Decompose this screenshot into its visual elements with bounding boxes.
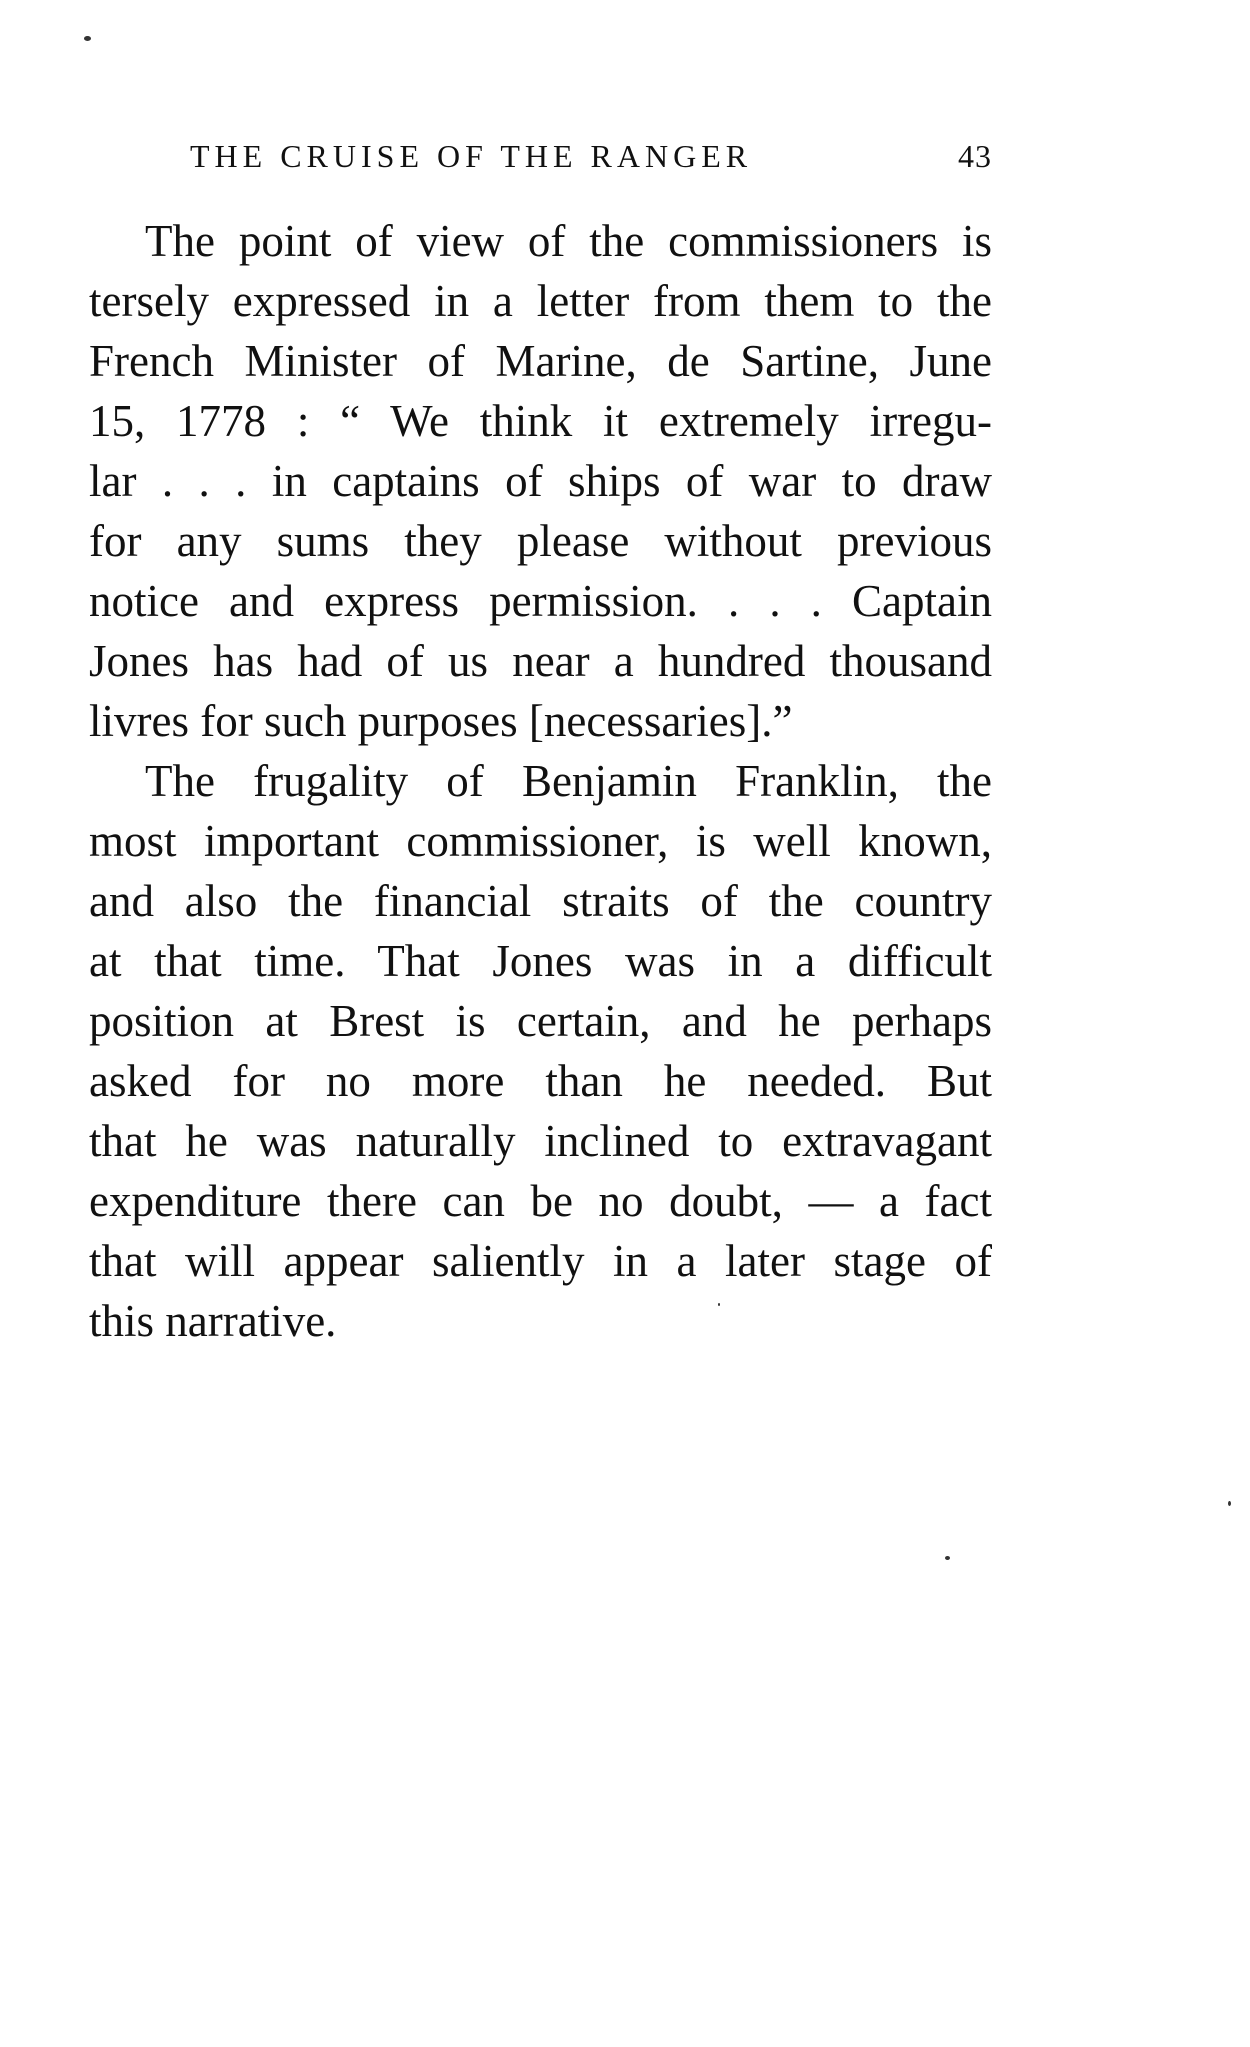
text-line: notice and express permission. . . . Captain — [89, 576, 992, 626]
text-line: asked for no more than he needed. But — [89, 1056, 992, 1106]
text-line: 15, 1778 : “ We think it extremely irregu- — [89, 396, 992, 446]
text-line: The point of view of the commissioners is — [145, 216, 992, 266]
text-line: tersely expressed in a letter from them to the — [89, 276, 992, 326]
scan-speck — [945, 1556, 950, 1560]
scan-speck — [84, 36, 91, 41]
scan-speck — [718, 1303, 720, 1306]
page-number: 43 — [958, 138, 992, 174]
text-line: expenditure there can be no doubt, — a fact — [89, 1176, 992, 1226]
text-line: lar . . . in captains of ships of war to draw — [89, 456, 992, 506]
text-line: at that time. That Jones was in a difficult — [89, 936, 992, 986]
text-line: The frugality of Benjamin Franklin, the — [145, 756, 992, 806]
text-line: position at Brest is certain, and he perhaps — [89, 996, 992, 1046]
text-line: for any sums they please without previous — [89, 516, 992, 566]
text-line: that he was naturally inclined to extravagant — [89, 1116, 992, 1166]
paragraph — [89, 211, 992, 751]
body-text — [89, 211, 992, 1351]
text-line: Jones has had of us near a hundred thousand — [89, 636, 992, 686]
text-line: this narrative. — [89, 1296, 337, 1346]
text-line: livres for such purposes [necessaries].” — [89, 696, 793, 746]
text-line: French Minister of Marine, de Sartine, June — [89, 336, 992, 386]
text-line: most important commissioner, is well known, — [89, 816, 992, 866]
scan-speck — [1228, 1501, 1231, 1506]
running-title: THE CRUISE OF THE RANGER — [190, 138, 753, 174]
running-header — [190, 138, 992, 186]
paragraph — [89, 751, 992, 1351]
text-line: that will appear saliently in a later stage of — [89, 1236, 992, 1286]
text-line: and also the financial straits of the country — [89, 876, 992, 926]
